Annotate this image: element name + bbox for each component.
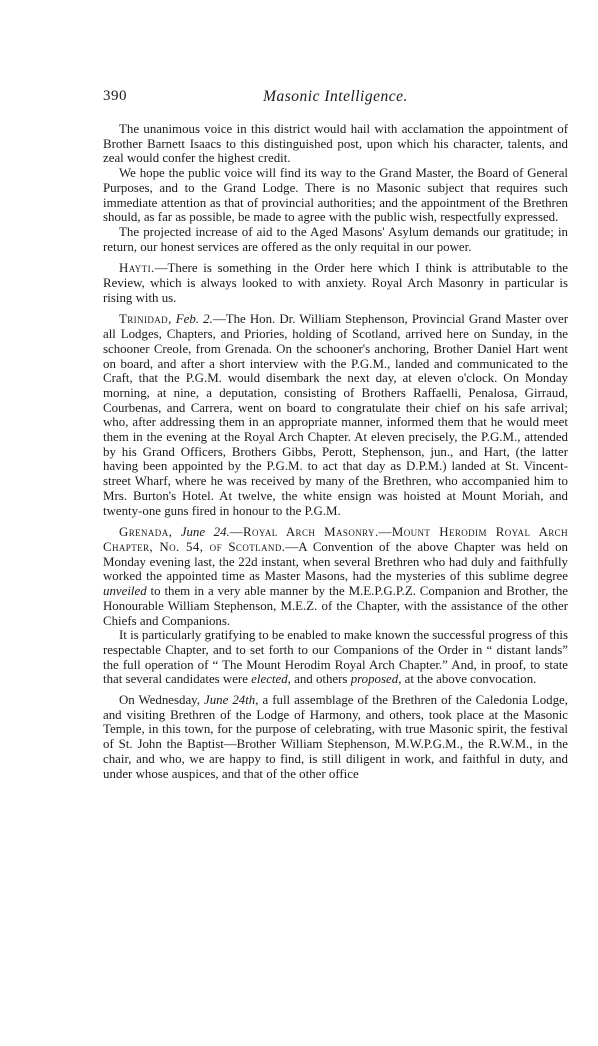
paragraph-hayti bbox=[103, 261, 568, 305]
paragraph-wednesday bbox=[103, 693, 568, 781]
grenada-unveiled: unveiled bbox=[103, 584, 147, 599]
gratifying-elected: elected, bbox=[251, 672, 291, 687]
page-number: 390 bbox=[103, 88, 127, 104]
paragraph-aged-masons-asylum: The projected increase of aid to the Aged Masons' Asylum demands our gratitude; in return, our honest services are offered as the only requital in our power. bbox=[103, 224, 568, 254]
running-head bbox=[103, 88, 568, 112]
grenada-subheading: —Royal Arch Masonry.—Mount Herodim Royal Arch Chapter, No. 54, of Scotland. bbox=[103, 525, 568, 554]
hayti-text: —There is something in the Order here which I think is attributable to the Review, which is always looked to with anxiety. Royal Arch Masonry in particular is rising with us. bbox=[103, 261, 568, 305]
wednesday-text-2: a full assemblage of the Brethren of the Caledonia Lodge, and visiting Brethren of the Lodge of Harmony, and others, took place at the Masonic Temple, in this town, for the purpose of celebrating, with true Masonic spirit, the festival of St. John the Baptist—Brother William Stephenson, M.W.P.G.M., the R.W.M., in the chair, and who, we are happy to find, is still diligent in work, and faithful in duty, and under whose auspices, and that of the other office bbox=[103, 693, 568, 781]
hayti-heading: Hayti. bbox=[119, 261, 155, 276]
paragraph-trinidad bbox=[103, 312, 568, 518]
trinidad-text: —The Hon. Dr. William Stephenson, Provincial Grand Master over all Lodges, Chapters, and Priories, holding of Scotland, arrived here on Sunday, in the schooner Creole, from Grenada. On the schooner's anchoring, Brother Daniel Hart went on board, and after a short interview with the P.G.M., landed and communicated to the Craft, that the P.G.M. would disembark the next day, at eleven o'clock. On Monday morning, at nine, a deputation, consisting of Brothers Raffaelli, Penalosa, Girraud, Courbenas, and Carrera, went on board to congratulate their chief on his safe arrival; who, after addressing them in an appropriate manner, informed them that he would meet them in the evening at the Royal Arch Chapter. At eleven precisely, the P.G.M., attended by his Grand Officers, Brothers Gibbs, Perott, Stephenson, jun., and Hart, (the latter having been appointed by the P.G.M. to act that day as D.P.M.) landed at St. Vincent-street Wharf, where he was received by many of the Brethren, who accompanied him to Mrs. Burton's Hotel. At twelve, the white ensign was hoisted at Mount Moriah, and twenty-one guns fired in honour to the P.G.M. bbox=[103, 312, 568, 518]
trinidad-heading: Trinidad, bbox=[119, 312, 172, 327]
gratifying-text-1: It is particularly gratifying to be enabled to make known the successful progress of this respectable Chapter, and to set forth to our Companions of the Order in “ distant lands” the full operation of “ The Mount Herodim Royal Arch Chapter.” And, in proof, to state that several candidates were bbox=[103, 628, 568, 687]
trinidad-date: Feb. 2. bbox=[175, 312, 213, 327]
page bbox=[103, 88, 568, 781]
grenada-text-2: to them in a very able manner by the M.E.P.G.P.Z. Companion and Brother, the Honourable William Stephenson, M.E.Z. of the Chapter, with the assistance of the other Chiefs and Companions. bbox=[103, 584, 568, 628]
gratifying-text-3: at the above convocation. bbox=[401, 672, 537, 687]
gratifying-text-2: and others bbox=[290, 672, 351, 687]
public-voice-text: We hope the public voice will find its way to the Grand Master, the Board of General Purposes, and to the Grand Lodge. There is no Masonic subject that requires such immediate attention as that of provincial authorities; and the appointment of the Brethren should, as far as possible, be made to agree with the public wish, respectfully expressed. bbox=[103, 166, 568, 225]
wednesday-text-1: On Wednesday, bbox=[119, 693, 204, 708]
grenada-date: June 24. bbox=[180, 525, 230, 540]
gratifying-proposed: proposed, bbox=[350, 672, 402, 687]
grenada-heading: Grenada, bbox=[119, 525, 173, 540]
paragraph-gratifying bbox=[103, 628, 568, 687]
paragraph-public-voice bbox=[103, 166, 568, 225]
wednesday-date: June 24th, bbox=[204, 693, 259, 708]
paragraph-barnett-isaacs: The unanimous voice in this district would hail with acclamation the appointment of Brother Barnett Isaacs to this distinguished post, upon which his character, talents, and zeal would confer the highest credit. bbox=[103, 122, 568, 166]
paragraph-grenada bbox=[103, 525, 568, 628]
running-title: Masonic Intelligence. bbox=[263, 88, 408, 105]
grenada-text-1: —A Convention of the above Chapter was held on Monday evening last, the 22d instant, when several Brethren who had duly and faithfully worked the appointed time as Master Masons, had the mysteries of this sublime degree bbox=[103, 539, 568, 584]
